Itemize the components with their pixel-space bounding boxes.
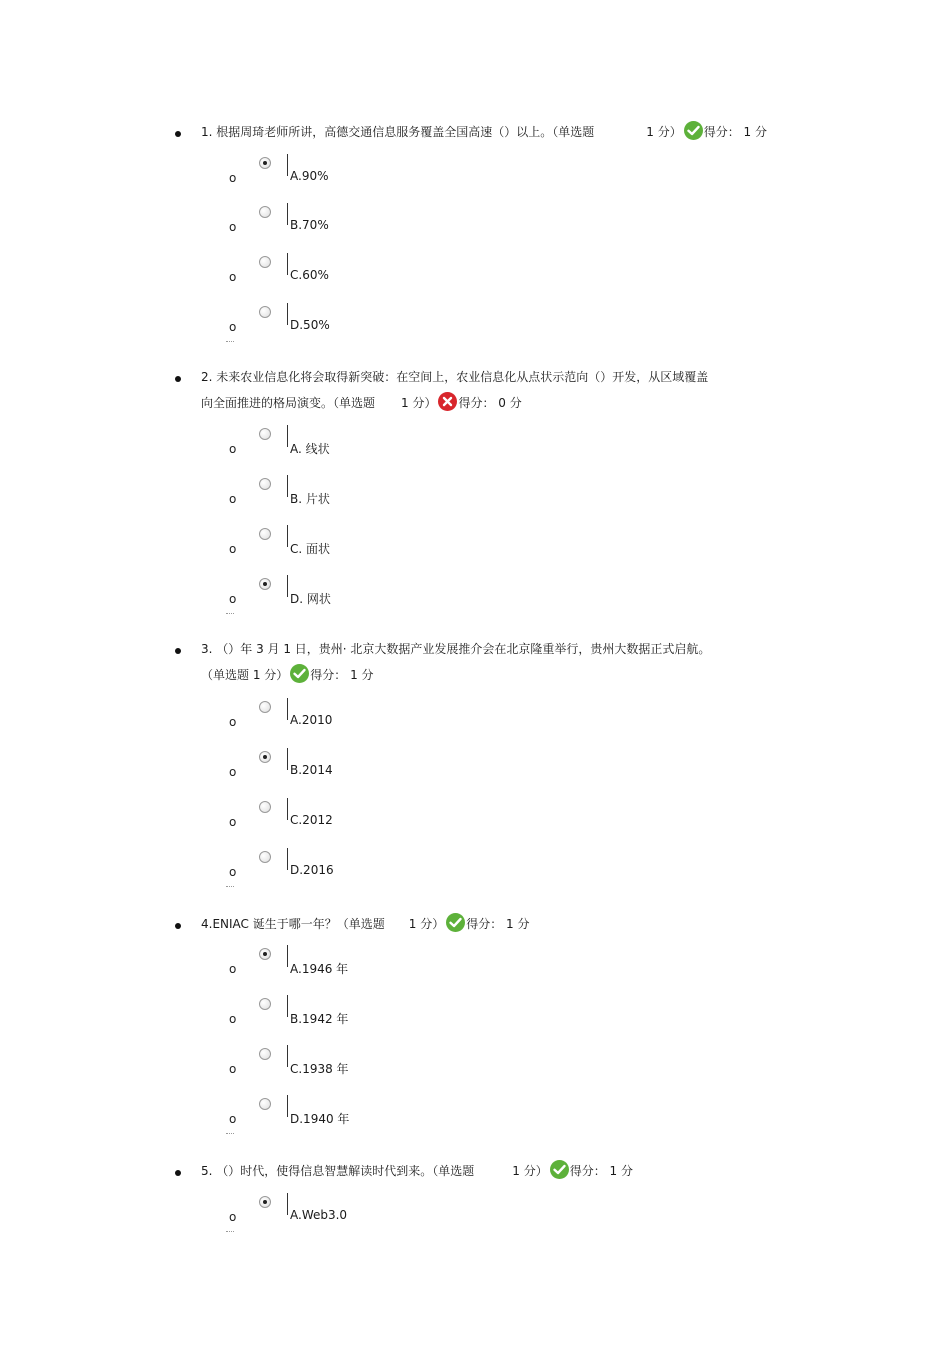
radio-button[interactable] — [259, 998, 271, 1010]
question-text — [201, 636, 801, 688]
option-label: D.1940 年 — [290, 1112, 350, 1126]
divider — [287, 945, 288, 967]
list-marker: o — [229, 542, 237, 556]
separator-mark — [226, 886, 234, 889]
list-marker: o — [229, 962, 237, 976]
list-marker: o — [229, 1112, 237, 1126]
correct-check-icon — [290, 664, 309, 683]
bullet — [175, 131, 181, 137]
question-text — [201, 1158, 801, 1184]
list-marker: o — [229, 765, 237, 779]
divider — [287, 1193, 288, 1215]
option-b[interactable] — [0, 478, 950, 518]
correct-check-icon — [550, 1160, 569, 1179]
divider — [287, 253, 288, 275]
option-label: D.50% — [290, 318, 330, 332]
radio-button[interactable] — [259, 306, 271, 318]
radio-button[interactable] — [259, 948, 271, 960]
question-stem-cont: 向全面推进的格局演变。（单选题 — [201, 396, 376, 410]
option-a[interactable] — [0, 428, 950, 468]
question-points: 1 分） — [512, 1164, 548, 1178]
question-text — [201, 119, 801, 145]
option-label: C.2012 — [290, 813, 333, 827]
radio-button[interactable] — [259, 478, 271, 490]
list-marker: o — [229, 171, 237, 185]
list-marker: o — [229, 865, 237, 879]
option-label: C.60% — [290, 268, 329, 282]
question-points: 1 分） — [646, 125, 682, 139]
divider — [287, 995, 288, 1017]
divider — [287, 525, 288, 547]
option-a[interactable] — [0, 1196, 950, 1236]
correct-check-icon — [446, 913, 465, 932]
question-points: （单选题 1 分） — [201, 668, 289, 682]
divider — [287, 698, 288, 720]
divider — [287, 798, 288, 820]
separator-mark — [226, 613, 234, 616]
option-d[interactable] — [0, 851, 950, 891]
option-a[interactable] — [0, 948, 950, 988]
option-d[interactable] — [0, 1098, 950, 1138]
divider — [287, 575, 288, 597]
option-label: B.1942 年 — [290, 1012, 349, 1026]
option-label: D. 网状 — [290, 592, 331, 606]
radio-button[interactable] — [259, 206, 271, 218]
bullet — [175, 648, 181, 654]
question-stem: 3. （）年 3 月 1 日，贵州· 北京大数据产业发展推介会在北京隆重举行，贵州大数据正式启航。 — [201, 642, 711, 656]
list-marker: o — [229, 1062, 237, 1076]
option-label: C.1938 年 — [290, 1062, 349, 1076]
question-stem: 5. （）时代，使得信息智慧解读时代到来。（单选题 — [201, 1164, 475, 1178]
wrong-x-icon — [438, 392, 457, 411]
radio-button[interactable] — [259, 801, 271, 813]
list-marker: o — [229, 1210, 237, 1224]
bullet — [175, 1170, 181, 1176]
radio-button[interactable] — [259, 751, 271, 763]
divider — [287, 154, 288, 176]
separator-mark — [226, 341, 234, 344]
divider — [287, 425, 288, 447]
question-score: 得分： 1 分 — [466, 917, 530, 931]
list-marker: o — [229, 442, 237, 456]
option-a[interactable] — [0, 157, 950, 197]
radio-button[interactable] — [259, 528, 271, 540]
list-marker: o — [229, 220, 237, 234]
radio-button[interactable] — [259, 1196, 271, 1208]
option-c[interactable] — [0, 1048, 950, 1088]
question-stem: 1. 根据周琦老师所讲，高德交通信息服务覆盖全国高速（）以上。（单选题 — [201, 125, 595, 139]
option-d[interactable] — [0, 306, 950, 346]
radio-button[interactable] — [259, 701, 271, 713]
list-marker: o — [229, 1012, 237, 1026]
bullet — [175, 376, 181, 382]
radio-button[interactable] — [259, 578, 271, 590]
question-score: 得分： 1 分 — [310, 668, 374, 682]
list-marker: o — [229, 492, 237, 506]
list-marker: o — [229, 715, 237, 729]
option-label: B.70% — [290, 218, 329, 232]
option-label: C. 面状 — [290, 542, 331, 556]
option-d[interactable] — [0, 578, 950, 618]
question-score: 得分： 0 分 — [458, 396, 522, 410]
option-c[interactable] — [0, 528, 950, 568]
option-a[interactable] — [0, 701, 950, 741]
separator-mark — [226, 1231, 234, 1234]
bullet — [175, 923, 181, 929]
option-label: B. 片状 — [290, 492, 330, 506]
radio-button[interactable] — [259, 157, 271, 169]
option-b[interactable] — [0, 998, 950, 1038]
divider — [287, 203, 288, 225]
option-label: D.2016 — [290, 863, 334, 877]
divider — [287, 848, 288, 870]
correct-check-icon — [684, 121, 703, 140]
question-stem: 2. 未来农业信息化将会取得新突破：在空间上，农业信息化从点状示范向（）开发，从区域覆盖 — [201, 370, 709, 384]
radio-button[interactable] — [259, 428, 271, 440]
divider — [287, 303, 288, 325]
list-marker: o — [229, 320, 237, 334]
separator-mark — [226, 1133, 234, 1136]
question-score: 得分： 1 分 — [569, 1164, 633, 1178]
option-c[interactable] — [0, 801, 950, 841]
question-stem: 4.ENIAC 诞生于哪一年？（单选题 — [201, 917, 385, 931]
option-b[interactable] — [0, 206, 950, 246]
option-c[interactable] — [0, 256, 950, 296]
divider — [287, 1045, 288, 1067]
option-b[interactable] — [0, 751, 950, 791]
list-marker: o — [229, 270, 237, 284]
question-text — [201, 911, 801, 937]
option-label: B.2014 — [290, 763, 333, 777]
question-text — [201, 364, 801, 416]
option-label: A.90% — [290, 169, 329, 183]
radio-button[interactable] — [259, 1098, 271, 1110]
radio-button[interactable] — [259, 256, 271, 268]
question-points: 1 分） — [401, 396, 437, 410]
question-score: 得分： 1 分 — [703, 125, 767, 139]
option-label: A.2010 — [290, 713, 333, 727]
question-points: 1 分） — [408, 917, 445, 931]
divider — [287, 748, 288, 770]
divider — [287, 475, 288, 497]
radio-button[interactable] — [259, 851, 271, 863]
list-marker: o — [229, 592, 237, 606]
option-label: A.1946 年 — [290, 962, 349, 976]
option-label: A. 线状 — [290, 442, 330, 456]
option-label: A.Web3.0 — [290, 1208, 348, 1222]
radio-button[interactable] — [259, 1048, 271, 1060]
divider — [287, 1095, 288, 1117]
list-marker: o — [229, 815, 237, 829]
